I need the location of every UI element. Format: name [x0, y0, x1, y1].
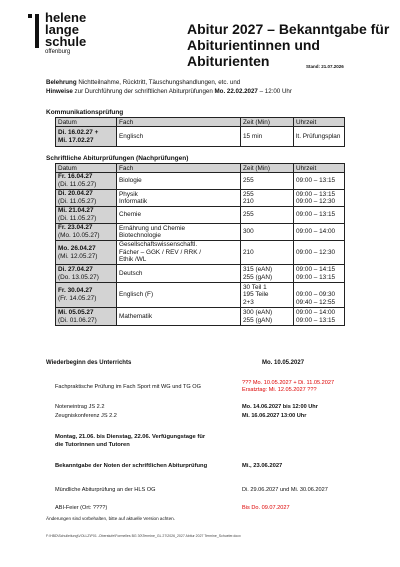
- date-cell: [56, 241, 117, 265]
- kp-uhr: lt. Prüfungsplan: [294, 127, 345, 147]
- date-cell: [56, 308, 117, 326]
- uhr-line: 09:00 – 09:30: [296, 291, 336, 299]
- fach-line: Biologie: [119, 177, 142, 185]
- uhr-line: [296, 284, 342, 292]
- uhr-line: 09:00 – 14:15: [296, 266, 336, 273]
- uhr-line: 09:00 – 12:30: [296, 198, 336, 205]
- zeit-line: 315 (eAN): [243, 266, 273, 273]
- page-title: [187, 21, 400, 69]
- zeit-line: 255 (gAN): [243, 316, 273, 324]
- fach-line: Biotechnologie: [119, 232, 161, 239]
- kp-header-uhrzeit: Uhrzeit: [294, 118, 345, 127]
- fach-line: Mathematik: [119, 312, 153, 320]
- sa-header-uhrzeit: Uhrzeit: [294, 164, 345, 173]
- kp-table: [55, 117, 345, 147]
- zeit-line: 300 (eAN): [243, 309, 273, 316]
- zeit-line: 255: [243, 190, 254, 198]
- date-cell: [56, 190, 117, 207]
- table-row: [56, 190, 345, 207]
- table-row: [56, 127, 345, 147]
- fach-cell: [117, 283, 241, 308]
- hinweise-time: – 12:00 Uhr: [257, 87, 292, 95]
- fach-line: Ernährung und Chemie: [119, 224, 186, 232]
- uhr-cell: [294, 173, 345, 190]
- hinweise-date: Mo. 22.02.2027: [214, 87, 258, 95]
- hinweise-label: Hinweise: [46, 87, 73, 95]
- fach-cell: [117, 190, 241, 207]
- zeugnis-label: Zeugniskonferenz JS 2.2: [55, 413, 117, 419]
- uhr-line: 09:00 – 13:15: [296, 273, 336, 281]
- sa-table: [55, 163, 345, 326]
- zeit-line: 255: [243, 211, 254, 219]
- exam-date: Mi. 21.04.27: [58, 207, 94, 214]
- uhr-line: 09:00 – 13:15: [296, 316, 336, 324]
- exam-date: Di. 27.04.27: [58, 265, 93, 273]
- exam-date: Fr. 23.04.27: [58, 224, 93, 231]
- uhr-cell: [294, 308, 345, 326]
- kp-date-1: Di. 16.02.27 +: [58, 128, 99, 136]
- zeit-cell: [241, 283, 294, 308]
- logo-bar: [35, 14, 39, 48]
- sa-header-datum: Datum: [56, 164, 117, 173]
- tutor-text: [55, 433, 205, 449]
- zeit-cell: [241, 265, 294, 283]
- zeit-cell: [241, 224, 294, 241]
- zeit-line: 255 (gAN): [243, 273, 273, 281]
- kp-header-zeit: Zeit (Min): [241, 118, 294, 127]
- noteneintrag-date: Mo. 14.06.2027 bis 12:00 Uhr: [242, 404, 318, 410]
- tutor-line-1: Montag, 21.06. bis Dienstag, 22.06. Verfügungstage für: [55, 434, 206, 440]
- aenderungen-note: Änderungen sind vorbehalten, bitte auf aktuelle Version achten.: [46, 516, 175, 521]
- uhr-line: 09:00 – 14:00: [296, 309, 336, 316]
- fach-cell: [117, 308, 241, 326]
- kp-header-datum: Datum: [56, 118, 117, 127]
- zeit-line: 195 Teile: [243, 291, 269, 299]
- table-row: [56, 173, 345, 190]
- zeit-line: 300: [243, 228, 254, 236]
- title-line-2: Abiturientinnen und Abiturienten: [187, 37, 320, 69]
- zeit-line: 210: [243, 198, 254, 205]
- zeit-cell: [241, 173, 294, 190]
- makeup-date: (Di. 11.05.27): [58, 198, 97, 205]
- table-row: [56, 241, 345, 265]
- logo-line-2: lange: [45, 22, 79, 37]
- makeup-date: (Do. 13.05.27): [58, 273, 99, 281]
- zeit-cell: [241, 207, 294, 224]
- fach-line: Gesellschaftswissenschaftl.: [119, 241, 198, 249]
- table-row: [56, 283, 345, 308]
- zeit-line: 2+3: [243, 298, 254, 306]
- makeup-date: (Di. 01.06.27): [58, 316, 97, 324]
- zeit-line: 210: [243, 248, 254, 256]
- fach-cell: [117, 224, 241, 241]
- date-cell: [56, 283, 117, 308]
- sport-date-1: ??? Mo. 10.05.2027 + Di. 11.05.2027: [242, 380, 335, 386]
- zeit-line: 30 Teil 1: [243, 283, 267, 291]
- kp-date-cell: [56, 127, 117, 147]
- exam-date: Fr. 16.04.27: [58, 173, 93, 180]
- belehrung-label: Belehrung: [46, 79, 77, 86]
- date-cell: [56, 224, 117, 241]
- uhr-line: 09:00 – 13:15: [296, 190, 336, 198]
- sa-header-fach: Fach: [117, 164, 241, 173]
- fach-line: Englisch (F): [119, 291, 154, 299]
- zeit-cell: [241, 308, 294, 326]
- wieder-date: Mo. 10.05.2027: [262, 360, 305, 366]
- zeit-line: 255: [243, 177, 254, 185]
- exam-date: Mi. 05.05.27: [58, 308, 94, 316]
- muendlich-label: Mündliche Abiturprüfung an der HLS OG: [55, 487, 156, 493]
- file-path-footer: F:\HBD\Schulleitung\VOLLZ\P01 -Oberstufe\Formelles BG 30\Termine_GL 27\2026_2027 Abitur 2027 Termine_Schueler.docx: [46, 534, 241, 538]
- makeup-date: (Di. 11.05.27): [58, 215, 97, 222]
- abifeier-label: ABI-Feier (Ort: ????): [55, 505, 108, 511]
- fach-cell: [117, 173, 241, 190]
- table-row: [56, 207, 345, 224]
- uhr-cell: [294, 241, 345, 265]
- logo-dot: [28, 14, 32, 18]
- logo-subtitle: offenburg: [45, 49, 71, 55]
- makeup-date: (Fr. 14.05.27): [58, 295, 97, 302]
- fach-cell: [117, 265, 241, 283]
- uhr-cell: [294, 283, 345, 308]
- uhr-line: 09:00 – 13:15: [296, 211, 336, 219]
- uhr-cell: [294, 190, 345, 207]
- title-line-1: Abitur 2027 – Bekanntgabe für: [187, 21, 390, 37]
- date-cell: [56, 265, 117, 283]
- kp-date-2: Mi. 17.02.27: [58, 136, 94, 144]
- uhr-line: 09:00 – 12:30: [296, 248, 336, 256]
- noteneintrag-label: Noteneintrag JS 2.2: [55, 404, 105, 410]
- sa-heading: Schriftliche Abiturprüfungen (Nachprüfungen): [46, 155, 189, 162]
- fach-cell: [117, 241, 241, 265]
- intro-text: [46, 79, 292, 96]
- makeup-date: (Mo. 10.05.27): [58, 232, 100, 239]
- fach-line: Deutsch: [119, 269, 143, 277]
- table-row: [56, 265, 345, 283]
- makeup-date: (Di. 11.05.27): [58, 181, 97, 188]
- kp-fach: Englisch: [117, 127, 241, 147]
- abifeier-date: Bis Do. 09.07.2027: [242, 505, 290, 511]
- bekanntgabe-date: Mi., 23.06.2027: [242, 463, 283, 469]
- zeit-cell: [241, 241, 294, 265]
- school-logo: [45, 12, 86, 48]
- kp-heading: Kommunikationsprüfung: [46, 109, 124, 116]
- sport-dates: [242, 380, 334, 394]
- exam-date: Fr. 30.04.27: [58, 287, 93, 294]
- fach-line: Ethik /WL: [119, 256, 147, 264]
- exam-date: Di. 20.04.27: [58, 190, 93, 197]
- uhr-line: 09:40 – 12:55: [296, 298, 336, 306]
- uhr-line: 09:00 – 13:15: [296, 177, 336, 185]
- logo-line-3: schule: [45, 34, 87, 49]
- uhr-cell: [294, 265, 345, 283]
- kp-zeit: 15 min: [241, 127, 294, 147]
- hinweise-text: zur Durchführung der schriftlichen Abiturprüfungen: [72, 87, 215, 95]
- kp-header-fach: Fach: [117, 118, 241, 127]
- tutor-line-2: die Tutorinnen und Tutoren: [55, 442, 130, 448]
- fach-line: Chemie: [119, 211, 142, 219]
- fach-cell: [117, 207, 241, 224]
- belehrung-text: Nichtteilnahme, Rücktritt, Täuschungshandlungen, etc. und: [76, 79, 241, 86]
- uhr-cell: [294, 207, 345, 224]
- sa-header-zeit: Zeit (Min): [241, 164, 294, 173]
- sport-label: Fachpraktische Prüfung im Fach Sport mit WG und TG OG: [55, 384, 202, 390]
- muendlich-date: Di. 29.06.2027 und Mi. 30.06.2027: [242, 487, 328, 493]
- uhr-cell: [294, 224, 345, 241]
- fach-line: Fächer – GGK / REV / RRK /: [119, 248, 202, 256]
- zeugnis-date: Mi. 16.06.2027 13:00 Uhr: [242, 413, 307, 419]
- date-cell: [56, 173, 117, 190]
- bekanntgabe-label: Bekanntgabe der Noten der schriftlichen Abiturprüfung: [55, 463, 208, 469]
- wieder-label: Wiederbeginn des Unterrichts: [46, 360, 132, 366]
- makeup-date: (Mi. 12.05.27): [58, 252, 98, 260]
- table-row: [56, 224, 345, 241]
- stand-date: Stand: 21.07.2026: [306, 64, 344, 69]
- zeit-cell: [241, 190, 294, 207]
- uhr-line: 09:00 – 14:00: [296, 228, 336, 236]
- table-row: [56, 308, 345, 326]
- logo-line-1: helene: [45, 10, 87, 25]
- date-cell: [56, 207, 117, 224]
- fach-line: Informatik: [119, 198, 148, 205]
- fach-line: Physik: [119, 190, 138, 198]
- sport-date-2: Ersatztag: Mi. 12.05.2027 ???: [242, 387, 317, 393]
- exam-date: Mo. 26.04.27: [58, 244, 96, 252]
